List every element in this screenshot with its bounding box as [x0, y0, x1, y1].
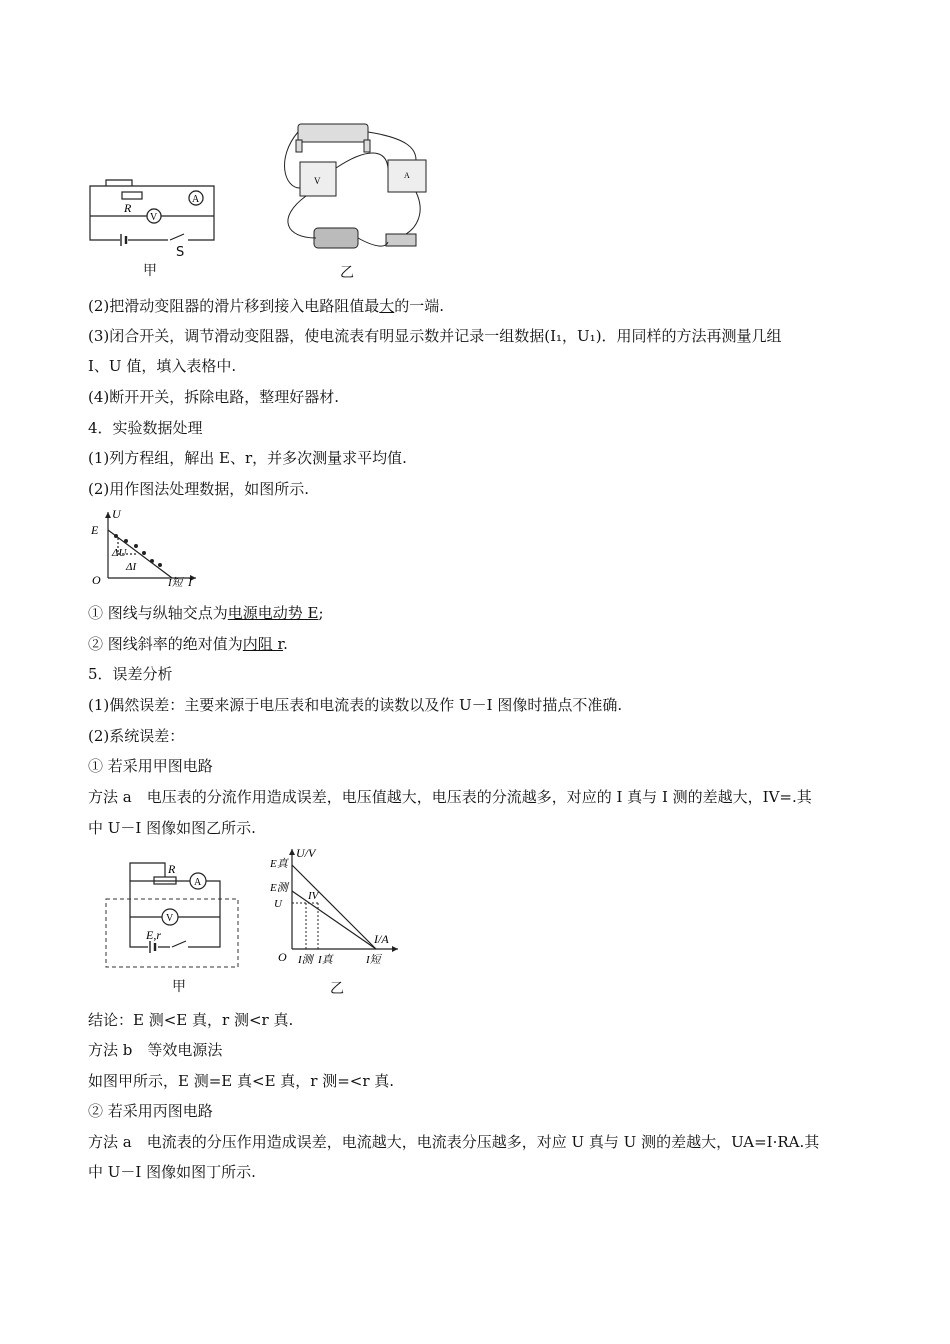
method-a-2-cont: 中 U－I 图像如图丁所示. [88, 1163, 256, 1181]
svg-text:V: V [166, 913, 174, 924]
svg-text:V: V [314, 176, 321, 186]
svg-text:I测: I测 [298, 954, 313, 966]
svg-text:R: R [168, 862, 176, 876]
section-5-heading: 5．误差分析 [88, 665, 173, 683]
equipment-illustration [276, 118, 436, 260]
svg-text:E,r: E,r [146, 928, 161, 942]
random-error: (1)偶然误差：主要来源于电压表和电流表的读数以及作 U－I 图像时描点不准确. [88, 696, 623, 714]
data-proc-2: (2)用作图法处理数据，如图所示. [88, 480, 310, 498]
conclusion-error: 结论：E 测<E 真，r 测<r 真. [88, 1011, 294, 1029]
ui-graph-1 [88, 508, 208, 588]
svg-text:I短: I短 [366, 954, 381, 966]
method-b: 方法 b 等效电源法 [88, 1041, 223, 1059]
svg-text:A: A [404, 171, 410, 180]
step-3: (3)闭合开关，调节滑动变阻器，使电流表有明显示数并记录一组数据(I₁，U₁)．用同样的方法再测量几组 [88, 327, 782, 345]
svg-text:E测: E测 [270, 882, 288, 894]
top-left-caption: 甲 [143, 263, 157, 279]
resistor-label: R [124, 201, 132, 215]
ammeter-label: A [192, 194, 200, 205]
svg-text:U: U [112, 508, 121, 521]
svg-text:A: A [194, 877, 202, 888]
voltmeter-label: V [150, 212, 158, 223]
step-2: (2)把滑动变阻器的滑片移到接入电路阻值最大的一端. [88, 297, 445, 315]
svg-text:I/A: I/A [374, 932, 389, 946]
svg-text:ΔI: ΔI [126, 561, 137, 573]
data-proc-1: (1)列方程组，解出 E、r，并多次测量求平均值. [88, 449, 407, 467]
svg-text:IV: IV [308, 890, 319, 902]
conclusion-1: ① 图线与纵轴交点为电源电动势 E; [88, 604, 324, 622]
top-right-caption: 乙 [340, 265, 354, 281]
case-b: ② 若采用丙图电路 [88, 1102, 213, 1120]
svg-text:I真: I真 [318, 954, 333, 966]
svg-text:ΔU: ΔU [112, 547, 127, 559]
svg-text:U: U [274, 898, 282, 910]
svg-text:I: I [188, 575, 192, 588]
switch-label: S [176, 245, 185, 260]
step-4: (4)断开开关，拆除电路，整理好器材. [88, 388, 340, 406]
circuit-diagram-top [84, 172, 224, 247]
step-3-cont: I、U 值，填入表格中. [88, 357, 237, 375]
ui-graph-2 [270, 845, 406, 969]
method-a-2: 方法 a 电流表的分压作用造成误差，电流越大，电流表分压越多，对应 U 真与 U 测的差越大，UA=I·RA.其 [88, 1133, 820, 1151]
case-a: ① 若采用甲图电路 [88, 757, 213, 775]
section-4-heading: 4．实验数据处理 [88, 419, 203, 437]
circuit-diagram-bottom [104, 855, 244, 971]
svg-text:E真: E真 [270, 858, 288, 870]
svg-text:O: O [92, 573, 101, 587]
bottom-right-caption: 乙 [330, 981, 344, 997]
system-error: (2)系统误差： [88, 727, 185, 745]
method-b-detail: 如图甲所示，E 测=E 真<E 真，r 测=<r 真. [88, 1072, 395, 1090]
conclusion-2: ② 图线斜率的绝对值为内阻 r. [88, 635, 288, 653]
svg-text:E: E [91, 523, 99, 537]
bottom-left-caption: 甲 [172, 979, 186, 995]
svg-text:O: O [278, 950, 287, 964]
svg-text:I短: I短 [168, 577, 183, 588]
method-a-1-cont: 中 U－I 图像如图乙所示. [88, 819, 256, 837]
method-a-1: 方法 a 电压表的分流作用造成误差，电压值越大，电压表的分流越多，对应的 I 真与 I 测的差越大，IV=.其 [88, 788, 812, 806]
svg-text:U/V: U/V [296, 846, 316, 860]
